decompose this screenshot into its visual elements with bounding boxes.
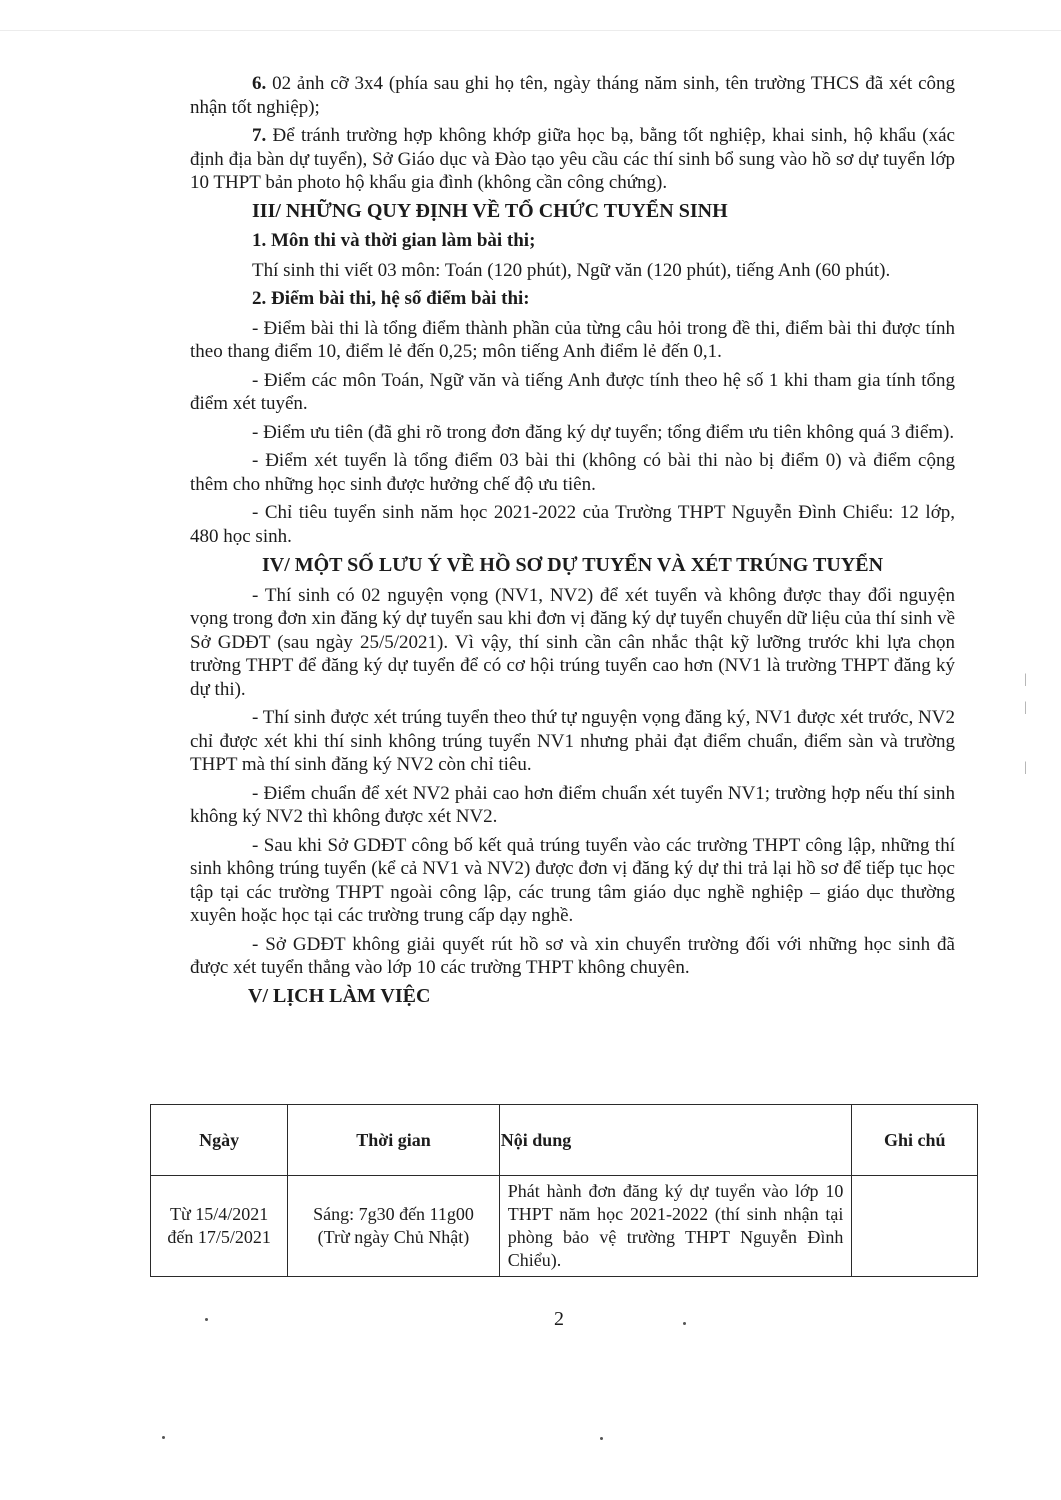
scan-speck-3 xyxy=(162,1436,165,1439)
cell-date-line-1: Từ 15/4/2021 xyxy=(169,1204,269,1224)
scan-speck xyxy=(205,1318,208,1321)
cell-content: Phát hành đơn đăng ký dự tuyển vào lớp 10 THPT năm học 2021-2022 (thí sinh nhận tại phòng bảo vệ trường THPT Nguyễn Đình Chiểu). xyxy=(499,1176,852,1277)
margin-bleed-mark-3: | xyxy=(1024,760,1028,775)
table-row xyxy=(151,1176,978,1277)
note-bullet-1: - Thí sinh có 02 nguyện vọng (NV1, NV2) để xét tuyển và không được thay đổi nguyện vọng trong đơn xin đăng ký dự tuyển sau khi đơn vị đăng ký dự tuyển chuyển dữ liệu của thí sinh về Sở GDĐT (sau ngày 25/5/2021). Vì vậy, thí sinh cần cân nhắc thật kỹ lưỡng trước khi lựa chọn trường THPT để đăng ký dự tuyển để có cơ hội trúng tuyển cao hơn (NV1 là trường THPT đăng ký dự thi). xyxy=(190,584,955,700)
note-bullet-5: - Sở GDĐT không giải quyết rút hồ sơ và xin chuyển trường đối với những học sinh đã được xét tuyển thẳng vào lớp 10 các trường THPT không chuyên. xyxy=(190,933,955,978)
cell-date xyxy=(151,1176,288,1277)
score-bullet-5: - Chỉ tiêu tuyển sinh năm học 2021-2022 của Trường THPT Nguyễn Đình Chiểu: 12 lớp, 480 học sinh. xyxy=(190,502,955,547)
header-note: Ghi chú xyxy=(852,1105,978,1176)
item-6 xyxy=(190,72,955,119)
cell-note xyxy=(852,1176,978,1277)
page-number: 2 xyxy=(554,1308,564,1330)
margin-bleed-mark-2: | xyxy=(1024,700,1028,715)
section-3-sub-1-title: 1. Môn thi và thời gian làm bài thi; xyxy=(252,230,536,251)
score-bullet-1: - Điểm bài thi là tổng điểm thành phần của từng câu hỏi trong đề thi, điểm bài thi được tính theo thang điểm 10, điểm lẻ đến 0,25; môn tiếng Anh điểm lẻ đến 0,1. xyxy=(190,317,955,362)
score-bullet-4: - Điểm xét tuyển là tổng điểm 03 bài thi (không có bài thi nào bị điểm 0) và điểm cộng thêm cho những học sinh được hưởng chế độ ưu tiên. xyxy=(190,450,955,495)
score-bullet-3: - Điểm ưu tiên (đã ghi rõ trong đơn đăng ký dự tuyển; tổng điểm ưu tiên không quá 3 điểm). xyxy=(252,421,955,443)
document-body xyxy=(190,72,955,1014)
scan-speck-2 xyxy=(683,1322,686,1325)
scan-edge-line xyxy=(0,30,1061,31)
schedule-table xyxy=(150,1104,978,1277)
item-7-text: Để tránh trường hợp không khớp giữa học bạ, bằng tốt nghiệp, khai sinh, hộ khẩu (xác định địa bàn dự tuyển), Sở Giáo dục và Đào tạo yêu cầu các thí sinh bổ sung vào hồ sơ dự tuyển lớp 10 THPT bản photo hộ khẩu gia đình (không cần công chứng). xyxy=(190,125,955,193)
header-time: Thời gian xyxy=(288,1105,499,1176)
cell-time-line-1: Sáng: 7g30 đến 11g00 xyxy=(313,1204,474,1224)
item-7-number: 7. xyxy=(252,125,267,146)
item-7 xyxy=(190,124,955,195)
cell-date-line-2: đến 17/5/2021 xyxy=(167,1227,271,1247)
schedule-header-row xyxy=(151,1105,978,1176)
section-3-heading: III/ NHỮNG QUY ĐỊNH VỀ TỔ CHỨC TUYỂN SINH xyxy=(252,199,728,222)
item-6-text: 02 ảnh cỡ 3x4 (phía sau ghi họ tên, ngày tháng năm sinh, tên trường THCS đã xét công nhận tốt nghiệp); xyxy=(190,73,955,118)
note-bullet-2: - Thí sinh được xét trúng tuyển theo thứ tự nguyện vọng đăng ký, NV1 được xét trước, NV2 chỉ được xét khi thí sinh không trúng tuyển NV1 nhưng phải đạt điểm chuẩn, điểm sàn và trường THPT mà thí sinh đăng ký NV2 còn chỉ tiêu. xyxy=(190,707,955,775)
cell-time-line-2: (Trừ ngày Chủ Nhật) xyxy=(317,1227,470,1247)
section-4-heading: IV/ MỘT SỐ LƯU Ý VỀ HỒ SƠ DỰ TUYỂN VÀ XÉT TRÚNG TUYỂN xyxy=(261,554,884,576)
cell-time xyxy=(288,1176,499,1277)
section-5-heading: V/ LỊCH LÀM VIỆC xyxy=(248,984,431,1007)
note-bullet-4: - Sau khi Sở GDĐT công bố kết quả trúng tuyển vào các trường THPT công lập, những thí sinh không trúng tuyển (kể cả NV1 và NV2) được đơn vị đăng ký dự thi trả lại hồ sơ để tiếp tục học tập tại các trường THPT ngoài công lập, các trung tâm giáo dục nghề nghiệp – giáo dục thường xuyên hoặc học tại các trường trung cấp dạy nghề. xyxy=(190,834,955,926)
header-content: Nội dung xyxy=(499,1105,852,1176)
item-6-number: 6. xyxy=(252,73,267,94)
section-3-sub-1-text: Thí sinh thi viết 03 môn: Toán (120 phút), Ngữ văn (120 phút), tiếng Anh (60 phút). xyxy=(252,259,891,281)
score-bullet-2: - Điểm các môn Toán, Ngữ văn và tiếng Anh được tính theo hệ số 1 khi tham gia tính tổng điểm xét tuyển. xyxy=(190,369,955,414)
scan-speck-4 xyxy=(600,1437,603,1440)
section-3-sub-2-title: 2. Điểm bài thi, hệ số điểm bài thi: xyxy=(252,288,530,309)
header-date: Ngày xyxy=(151,1105,288,1176)
note-bullet-3: - Điểm chuẩn để xét NV2 phải cao hơn điểm chuẩn xét tuyển NV1; trường hợp nếu thí sinh không ký NV2 thì không được xét NV2. xyxy=(190,782,955,827)
margin-bleed-mark: | xyxy=(1024,672,1028,687)
